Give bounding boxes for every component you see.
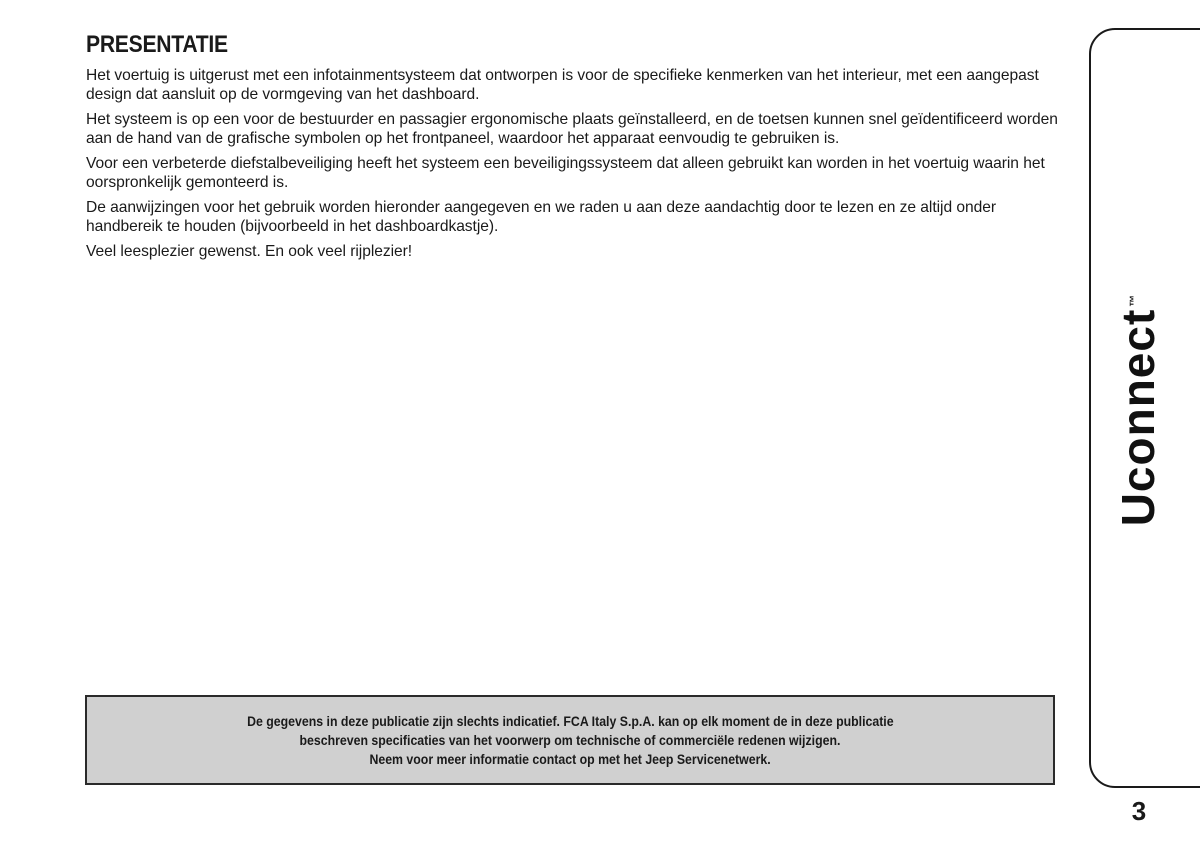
disclaimer-line: beschreven specificaties van het voorwerp om technische of commerciële redenen wijzigen. <box>299 732 841 748</box>
chapter-name: Uconnect <box>1112 308 1164 527</box>
trademark-symbol: ™ <box>1126 293 1141 307</box>
paragraph: De aanwijzingen voor het gebruik worden hieronder aangegeven en we raden u aan deze aandachtig door te lezen en ze altijd onder handbereik te houden (bijvoorbeeld in het dashboardkastje). <box>86 199 996 235</box>
main-content <box>86 30 1061 267</box>
paragraph: Veel leesplezier gewenst. En ook veel rijplezier! <box>86 243 413 260</box>
disclaimer-line: Neem voor meer informatie contact op met het Jeep Servicenetwerk. <box>369 751 771 767</box>
paragraph: Het voertuig is uitgerust met een infotainmentsysteem dat ontworpen is voor de specifieke kenmerken van het interieur, met een aangepast design dat aansluit op de vormgeving van het dashboard. <box>86 67 1039 103</box>
disclaimer-line: De gegevens in deze publicatie zijn slechts indicatief. FCA Italy S.p.A. kan op elk moment de in deze publicatie <box>246 713 894 729</box>
paragraph: Het systeem is op een voor de bestuurder en passagier ergonomische plaats geïnstalleerd, en de toetsen kunnen snel geïdentificeerd worden aan de hand van de grafische symbolen op het frontpaneel, waardoor het apparaat eenvoudig te gebruiken is. <box>86 111 1058 147</box>
section-title: PRESENTATIE <box>86 31 228 58</box>
chapter-tab-text <box>1111 294 1165 527</box>
page-number: 3 <box>1131 796 1147 826</box>
disclaimer-box <box>85 695 1055 785</box>
paragraph: Voor een verbeterde diefstalbeveiliging heeft het systeem een beveiligingssysteem dat alleen gebruikt kan worden in het voertuig waarin het oorspronkelijk gemonteerd is. <box>86 155 1045 191</box>
